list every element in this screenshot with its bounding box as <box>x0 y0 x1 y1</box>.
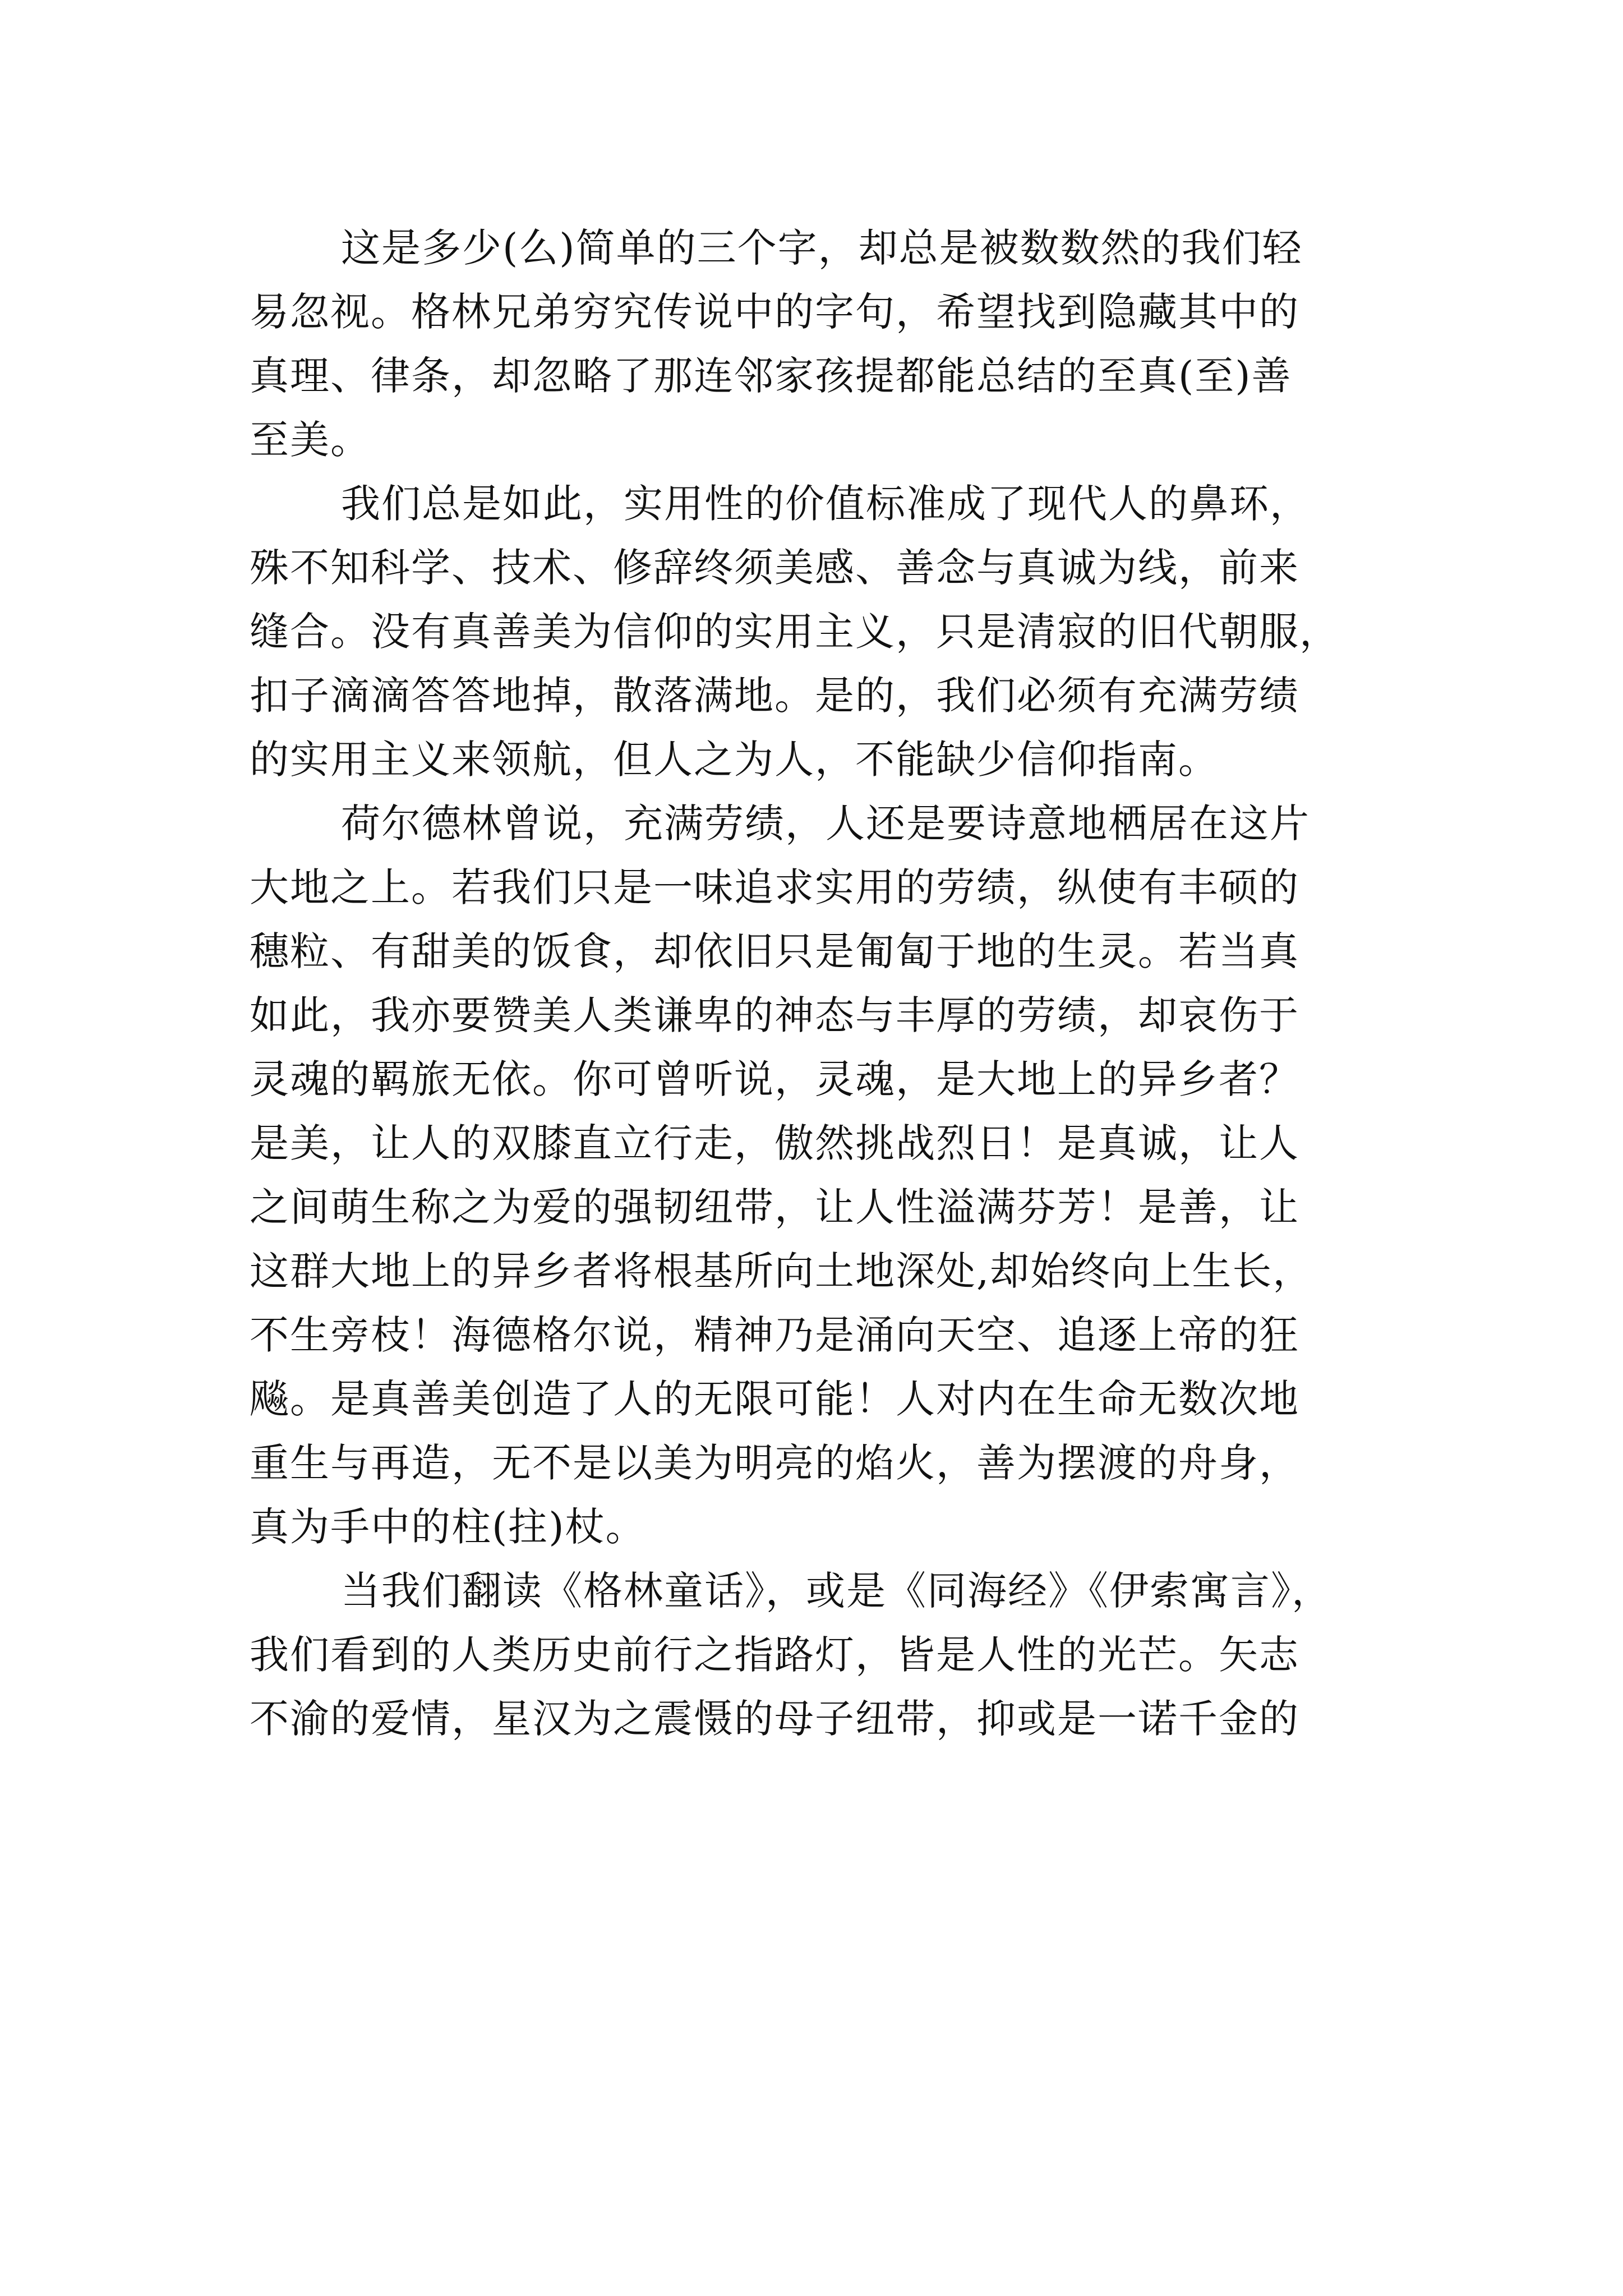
text-line: 是美，让人的双膝直立行走，傲然挑战烈日！是真诚，让人 <box>250 1120 1299 1166</box>
paragraph-1 <box>250 216 1374 472</box>
paragraph-3 <box>250 792 1374 1559</box>
text-line: 之间萌生称之为爱的强韧纽带，让人性溢满芬芳！是善，让 <box>250 1184 1299 1230</box>
text-line: 我们看到的人类历史前行之指路灯，皆是人性的光芒。矢志 <box>250 1632 1299 1678</box>
essay-body <box>250 216 1374 1751</box>
text-line: 穗粒、有甜美的饭食，却依旧只是匍匐于地的生灵。若当真 <box>250 928 1299 974</box>
text-line: 我们总是如此，实用性的价值标准成了现代人的鼻环， <box>341 481 1310 527</box>
text-line: 扣子滴滴答答地掉，散落满地。是的，我们必须有充满劳绩 <box>250 673 1299 719</box>
text-line: 至美。 <box>250 417 371 463</box>
text-line: 易忽视。格林兄弟穷究传说中的字句，希望找到隐藏其中的 <box>250 289 1299 335</box>
text-line: 不渝的爱情，星汉为之震慑的母子纽带，抑或是一诺千金的 <box>250 1696 1299 1742</box>
text-line: 缝合。没有真善美为信仰的实用主义，只是清寂的旧代朝服， <box>250 609 1340 655</box>
text-line: 荷尔德林曾说，充满劳绩，人还是要诗意地栖居在这片 <box>341 800 1310 846</box>
text-line: 的实用主义来领航，但人之为人，不能缺少信仰指南。 <box>250 737 1219 783</box>
text-line: 重生与再造，无不是以美为明亮的焰火，善为摆渡的舟身， <box>250 1440 1299 1486</box>
text-line: 殊不知科学、技术、修辞终须美感、善念与真诚为线，前来 <box>250 545 1299 591</box>
text-line: 这群大地上的异乡者将根基所向土地深处,却始终向上生长， <box>250 1248 1313 1294</box>
text-line: 不生旁枝！海德格尔说，精神乃是涌向天空、追逐上帝的狂 <box>250 1312 1299 1358</box>
paragraph-4 <box>250 1559 1374 1751</box>
paragraph-2 <box>250 472 1374 792</box>
text-line: 真为手中的柱(拄)杖。 <box>250 1504 646 1550</box>
text-line: 真理、律条，却忽略了那连邻家孩提都能总结的至真(至)善 <box>250 353 1292 399</box>
text-line: 如此，我亦要赞美人类谦卑的神态与丰厚的劳绩，却哀伤于 <box>250 992 1299 1038</box>
text-line: 灵魂的羁旅无依。你可曾听说，灵魂，是大地上的异乡者？ <box>250 1056 1299 1102</box>
text-line: 飚。是真善美创造了人的无限可能！人对内在生命无数次地 <box>250 1376 1299 1422</box>
text-line: 这是多少(么)简单的三个字，却总是被数数然的我们轻 <box>341 225 1303 271</box>
text-line: 大地之上。若我们只是一味追求实用的劳绩，纵使有丰硕的 <box>250 864 1299 910</box>
text-line: 当我们翻读《格林童话》，或是《同海经》《伊索寓言》， <box>341 1568 1332 1614</box>
